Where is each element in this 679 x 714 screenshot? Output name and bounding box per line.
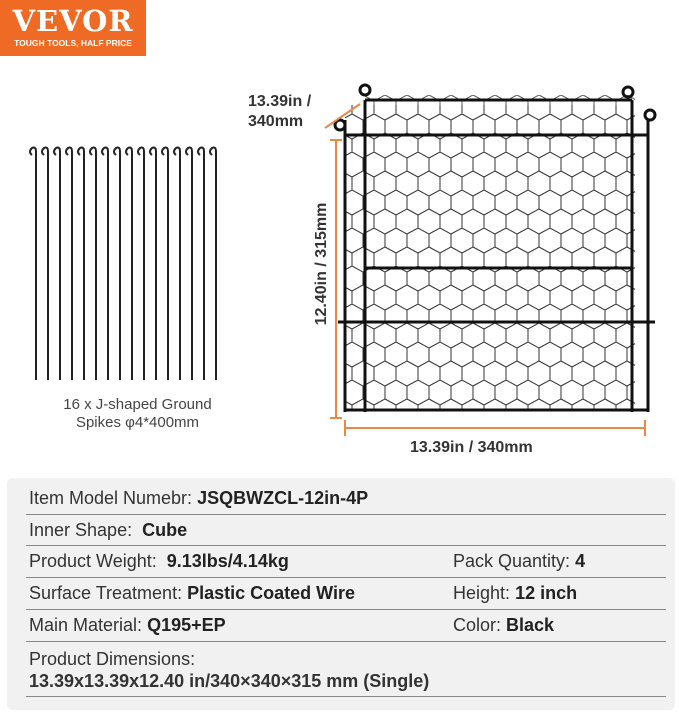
bottom-width-label: 13.39in / 340mm — [410, 439, 533, 456]
spec-value: Black — [506, 615, 555, 635]
spike — [114, 148, 120, 381]
spike — [210, 148, 216, 381]
height-label: 12.40in / 315mm — [313, 202, 330, 326]
spec-value: 13.39x13.39x12.40 in/340×340×315 mm (Single) — [29, 671, 430, 691]
spike — [138, 148, 144, 381]
spec-row-material — [26, 615, 666, 642]
spike — [174, 148, 180, 381]
ground-spikes — [30, 148, 216, 381]
spec-row-shape — [26, 520, 666, 546]
dim-text: 340mm — [248, 113, 304, 130]
spec-row-model — [26, 488, 666, 515]
spec-value: 12 inch — [515, 583, 578, 603]
spike — [126, 148, 132, 381]
spikes-caption — [20, 396, 255, 432]
spec-value: JSQBWZCL-12in-4P — [197, 488, 369, 508]
dim-text: 13.39in / — [248, 93, 312, 110]
spike — [66, 148, 72, 381]
spike — [42, 148, 48, 381]
wire-cage — [335, 85, 655, 412]
spec-label: Height: — [453, 583, 511, 603]
spec-value: Cube — [142, 520, 188, 540]
spec-row-dimensions — [26, 648, 666, 697]
caption-line: 16 x J-shaped Ground — [63, 396, 212, 413]
logo-tagline: TOUGH TOOLS, HALF PRICE — [14, 38, 132, 48]
spec-row-weight — [26, 551, 666, 578]
spike — [186, 148, 192, 381]
spec-row-surface — [26, 583, 666, 610]
spike — [150, 148, 156, 381]
spike — [162, 148, 168, 381]
spike — [54, 148, 60, 381]
spike — [30, 148, 36, 381]
spike — [102, 148, 108, 381]
spec-label: Product Dimensions: — [29, 649, 196, 669]
spec-value: 9.13lbs/4.14kg — [166, 551, 289, 571]
spike — [198, 148, 204, 381]
caption-line: Spikes φ4*400mm — [75, 414, 200, 431]
spec-value: Plastic Coated Wire — [187, 583, 355, 603]
spike — [78, 148, 84, 381]
spike — [90, 148, 96, 381]
spec-label: Surface Treatment: — [29, 583, 183, 603]
spec-value: 4 — [575, 551, 586, 571]
spec-label: Color: — [453, 615, 502, 635]
spec-label: Product Weight: — [29, 551, 157, 571]
spec-label: Item Model Numebr: — [29, 488, 193, 508]
spec-label: Pack Quantity: — [453, 551, 571, 571]
logo-brand: VEVOR — [12, 4, 134, 38]
spec-label: Inner Shape: — [29, 520, 133, 540]
spec-table — [7, 478, 675, 710]
spec-value: Q195+EP — [147, 615, 226, 635]
top-width-label — [248, 92, 311, 132]
spec-label: Main Material: — [29, 615, 143, 635]
